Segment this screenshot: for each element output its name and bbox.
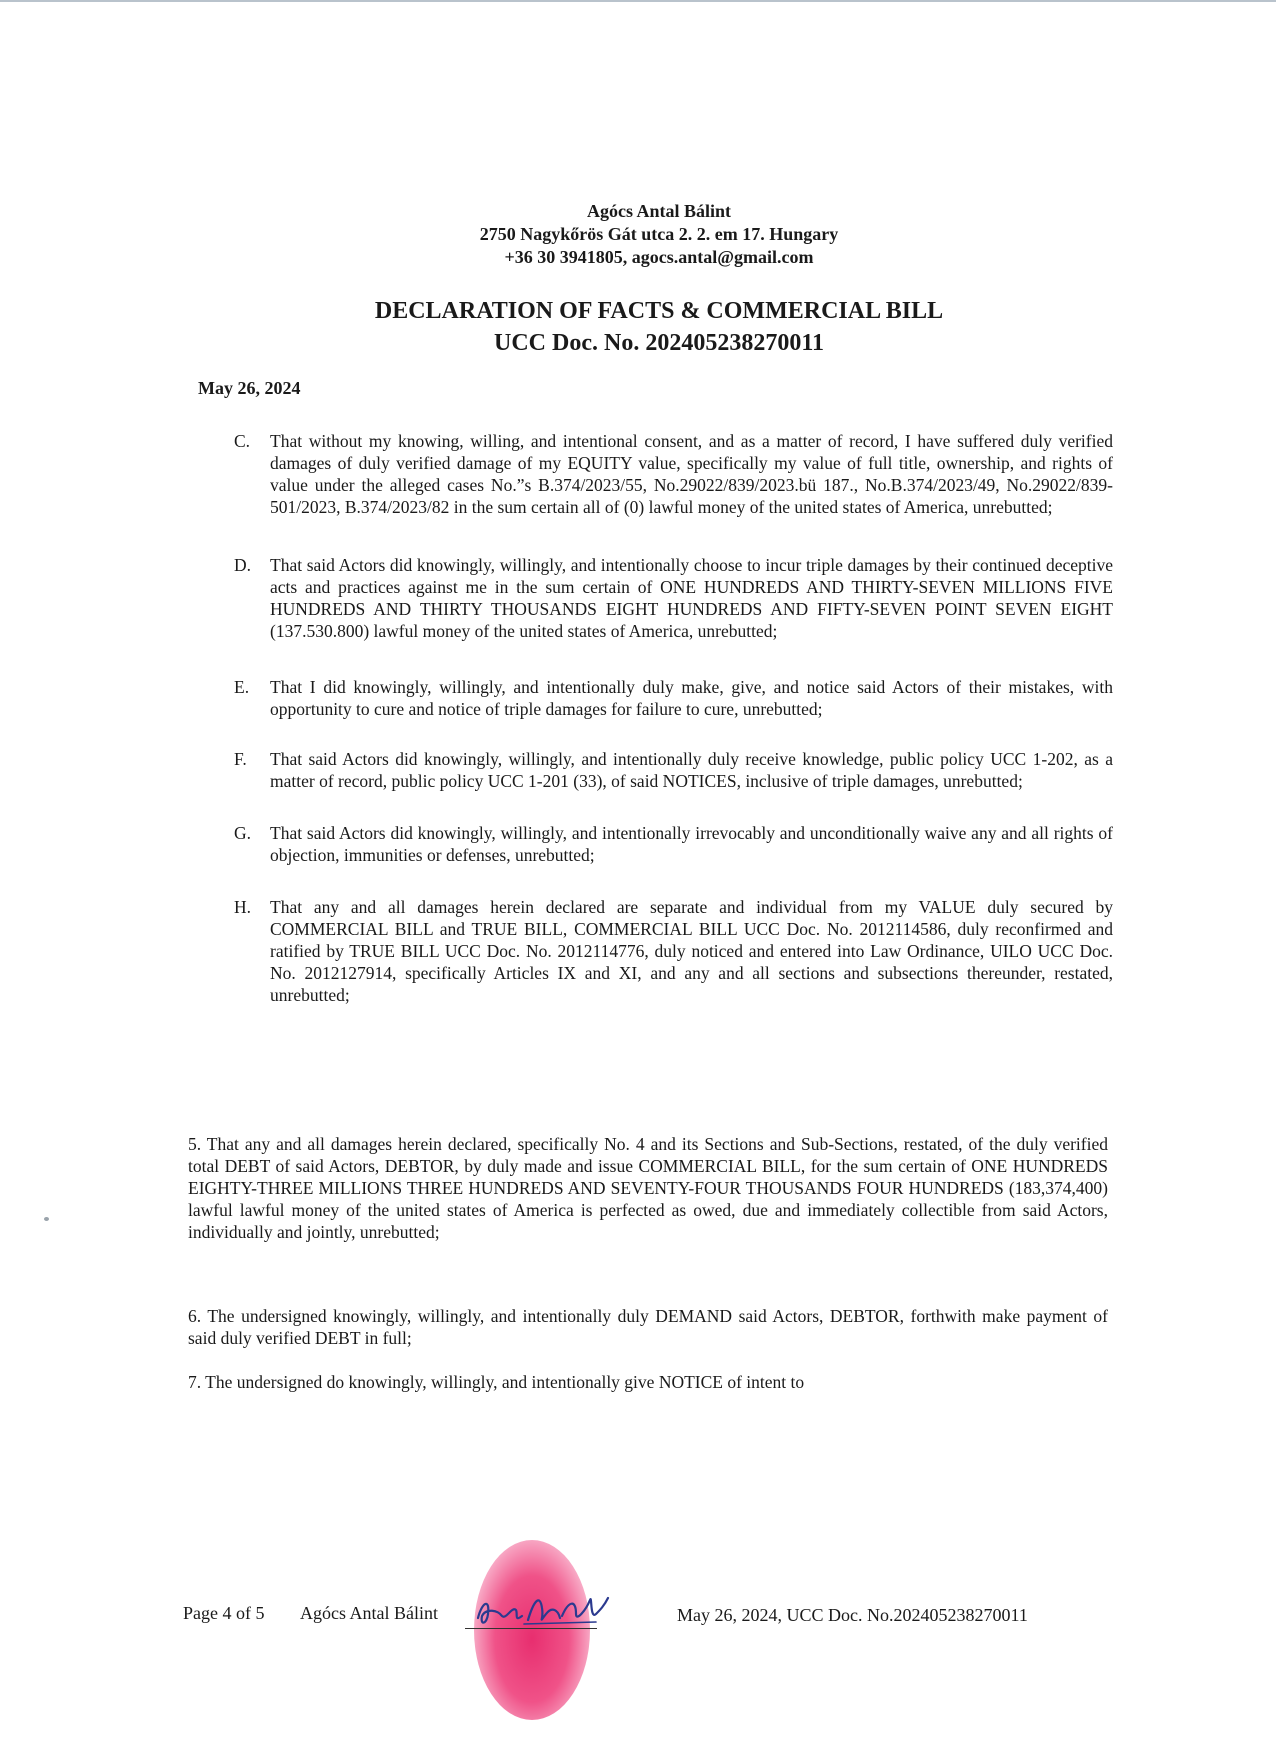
item-letter: F. (234, 749, 247, 769)
item-d (228, 554, 1113, 642)
item-c (228, 430, 1113, 518)
title-line-2: UCC Doc. No. 202405238270011 (494, 330, 824, 356)
item-letter: G. (234, 823, 252, 843)
page-footer (183, 1595, 1083, 1655)
footer-signer-name: Agócs Antal Bálint (300, 1603, 438, 1623)
lettered-items (228, 430, 1113, 1028)
item-text: That I did knowingly, willingly, and intentionally duly make, give, and notice said Actors of their mistakes, with opportunity to cure and notice of triple damages for failure to cure, unrebutted; (270, 677, 1113, 719)
item-e (228, 676, 1113, 720)
letterhead (0, 200, 1276, 269)
item-letter: D. (234, 555, 252, 575)
document-title (0, 295, 1276, 359)
item-text: That without my knowing, willing, and intentional consent, and as a matter of record, I have suffered duly verified damages of duly verified damage of my EQUITY value, specifically my value of full title, ownership, and rights of value under the alleged cases No.”s B.374/2023/55, No.29022/839/2023.bü 187., No.B.374/2023/49, No.29022/839-501/2023, B.374/2023/82 in the sum certain all of (0) lawful money of the united states of America, unrebutted; (270, 431, 1113, 517)
item-letter: C. (234, 431, 251, 451)
item-h (228, 896, 1113, 1006)
item-letter: H. (234, 897, 252, 917)
signature-line (465, 1628, 597, 1629)
document-date: May 26, 2024 (198, 378, 301, 398)
scan-speck (44, 1217, 49, 1221)
footer-date-doc: May 26, 2024, UCC Doc. No.202405238270011 (677, 1605, 1028, 1625)
item-text: That said Actors did knowingly, willingly, and intentionally irrevocably and unconditionally waive any and all rights of objection, immunities or defenses, unrebutted; (270, 823, 1113, 865)
title-line-1: DECLARATION OF FACTS & COMMERCIAL BILL (374, 298, 944, 324)
item-text: That said Actors did knowingly, willingly, and intentionally duly receive knowledge, public policy UCC 1-202, as a matter of record, public policy UCC 1-201 (33), of said NOTICES, inclusive of triple damages, unrebutted; (270, 749, 1113, 791)
author-address: 2750 Nagykőrös Gát utca 2. 2. em 17. Hungary (479, 224, 839, 244)
item-f (228, 748, 1113, 792)
item-g (228, 822, 1113, 866)
paragraph-7: 7. The undersigned do knowingly, willingly, and intentionally give NOTICE of intent to (188, 1372, 805, 1392)
page-number: Page 4 of 5 (183, 1603, 265, 1623)
paragraph-5: 5. That any and all damages herein declared, specifically No. 4 and its Sections and Sub-Sections, restated, of the duly verified total DEBT of said Actors, DEBTOR, by duly made and issue COMMERCIAL BILL, for the sum certain of ONE HUNDREDS EIGHTY-THREE MILLIONS THREE HUNDREDS AND SEVENTY-FOUR THOUSANDS FOUR HUNDREDS (183,374,400) lawful lawful money of the united states of America is perfected as owed, due and immediately collectible from said Actors, individually and jointly, unrebutted; (188, 1134, 1108, 1242)
item-letter: E. (234, 677, 250, 697)
item-text: That any and all damages herein declared are separate and individual from my VALUE duly secured by COMMERCIAL BILL and TRUE BILL, COMMERCIAL BILL UCC Doc. No. 2012114586, duly reconfirmed and ratified by TRUE BILL UCC Doc. No. 2012114776, duly noticed and entered into Law Ordinance, UILO UCC Doc. No. 2012127914, specifically Articles IX and XI, and any and all sections and subsections thereunder, restated, unrebutted; (270, 897, 1113, 1005)
scan-edge (0, 0, 1276, 18)
paragraph-6: 6. The undersigned knowingly, willingly, and intentionally duly DEMAND said Actors, DEBTOR, forthwith make payment of said duly verified DEBT in full; (188, 1306, 1108, 1348)
author-contact: +36 30 3941805, agocs.antal@gmail.com (504, 247, 814, 267)
item-text: That said Actors did knowingly, willingly, and intentionally choose to incur triple damages by their continued deceptive acts and practices against me in the sum certain of ONE HUNDREDS AND THIRTY-SEVEN MILLIONS FIVE HUNDREDS AND THIRTY THOUSANDS EIGHT HUNDREDS AND FIFTY-SEVEN POINT SEVEN EIGHT (137.530.800) lawful money of the united states of America, unrebutted; (270, 555, 1113, 641)
author-name: Agócs Antal Bálint (586, 201, 732, 221)
